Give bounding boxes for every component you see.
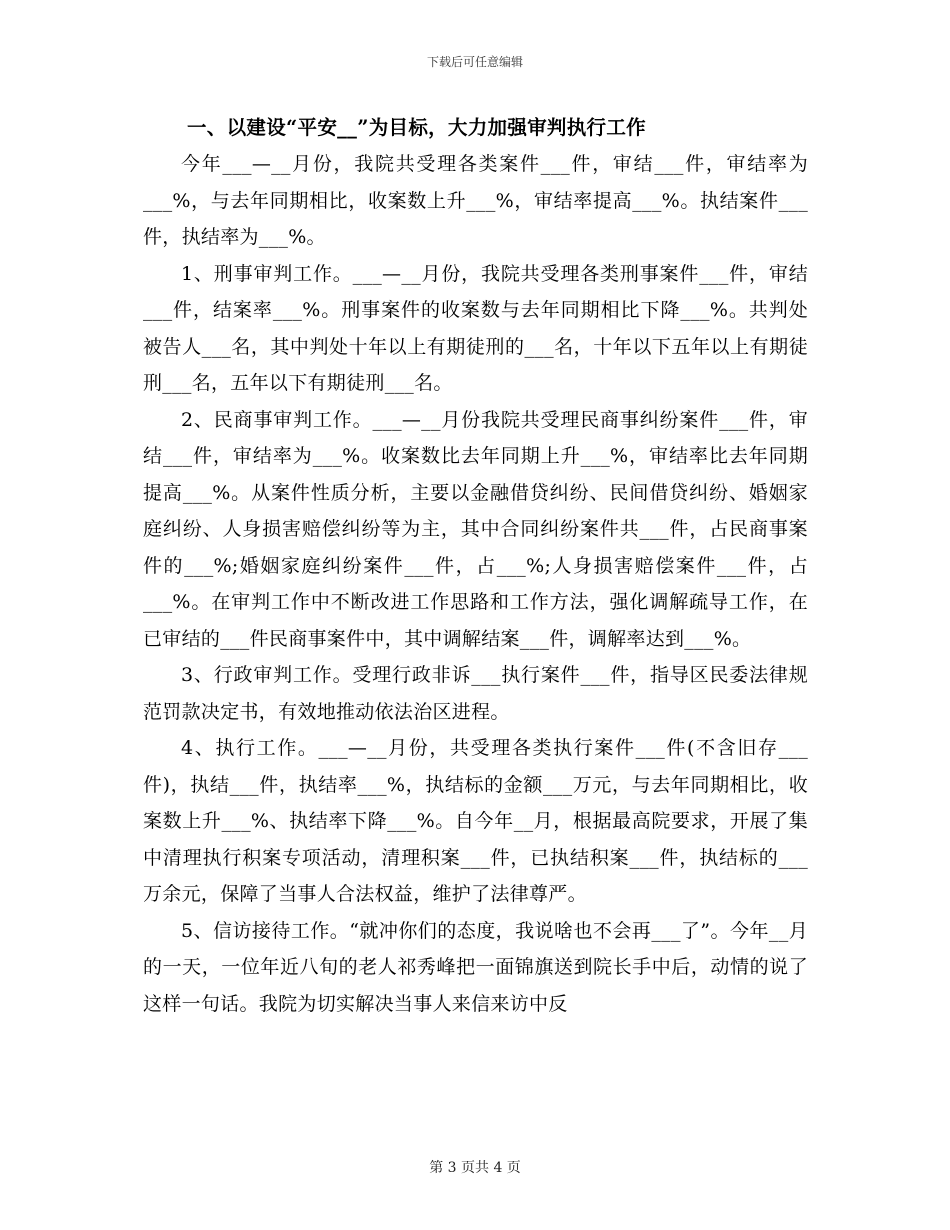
paragraph-civil-commercial-trial: 2、民商事审判工作。___—__月份我院共受理民商事纠纷案件___件，审结___件，审结率为___%。收案数比去年同期上升___%，审结率比去年同期提高___%。从案件性质分析，主要以金融借贷纠纷、民间借贷纠纷、婚姻家庭纠纷、人身损害赔偿纠纷等为主，其中合同纠纷案件共___件，占民商事案件的___%;婚姻家庭纠纷案件___件，占___%;人身损害赔偿案件___件，占___%。在审判工作中不断改进工作思路和工作方法，强化调解疏导工作，在已审结的___件民商事案件中，其中调解结案___件，调解率达到___%。	[143, 408, 808, 650]
paragraph-summary: 今年___—__月份，我院共受理各类案件___件，审结___件，审结率为___%，与去年同期相比，收案数上升___%，审结率提高___%。执结案件___件，执结率为___%。	[143, 153, 808, 248]
paragraph-criminal-trial: 1、刑事审判工作。___—__月份，我院共受理各类刑事案件___件，审结___件，结案率___%。刑事案件的收案数与去年同期相比下降___%。共判处被告人___名，其中判处十年以上有期徒刑的___名，十年以下五年以上有期徒刑___名，五年以下有期徒刑___名。	[143, 262, 808, 394]
page-header: 下载后可任意编辑	[426, 55, 523, 69]
paragraph-enforcement: 4、执行工作。___—__月份，共受理各类执行案件___件(不含旧存___件)，执结___件，执结率___%，执结标的金额___万元，与去年同期相比，收案数上升___%、执结率下降___%。自今年__月，根据最高院要求，开展了集中清理执行积案专项活动，清理积案___件，已执结积案___件，执结标的___万余元，保障了当事人合法权益，维护了法律尊严。	[143, 737, 808, 905]
document-body	[143, 110, 808, 1022]
page-footer: 第 3 页共 4 页	[429, 1160, 521, 1176]
paragraph-administrative-trial: 3、行政审判工作。受理行政非诉___执行案件___件，指导区民委法律规范罚款决定书，有效地推动依法治区进程。	[143, 664, 808, 723]
section-heading: 一、以建设“平安__”为目标，大力加强审判执行工作	[187, 116, 646, 139]
paragraph-petition-reception: 5、信访接待工作。“就冲你们的态度，我说啥也不会再___了”。今年__月的一天，一位年近八旬的老人祁秀峰把一面锦旗送到院长手中后，动情的说了这样一句话。我院为切实解决当事人来信来访中反	[143, 919, 808, 1015]
